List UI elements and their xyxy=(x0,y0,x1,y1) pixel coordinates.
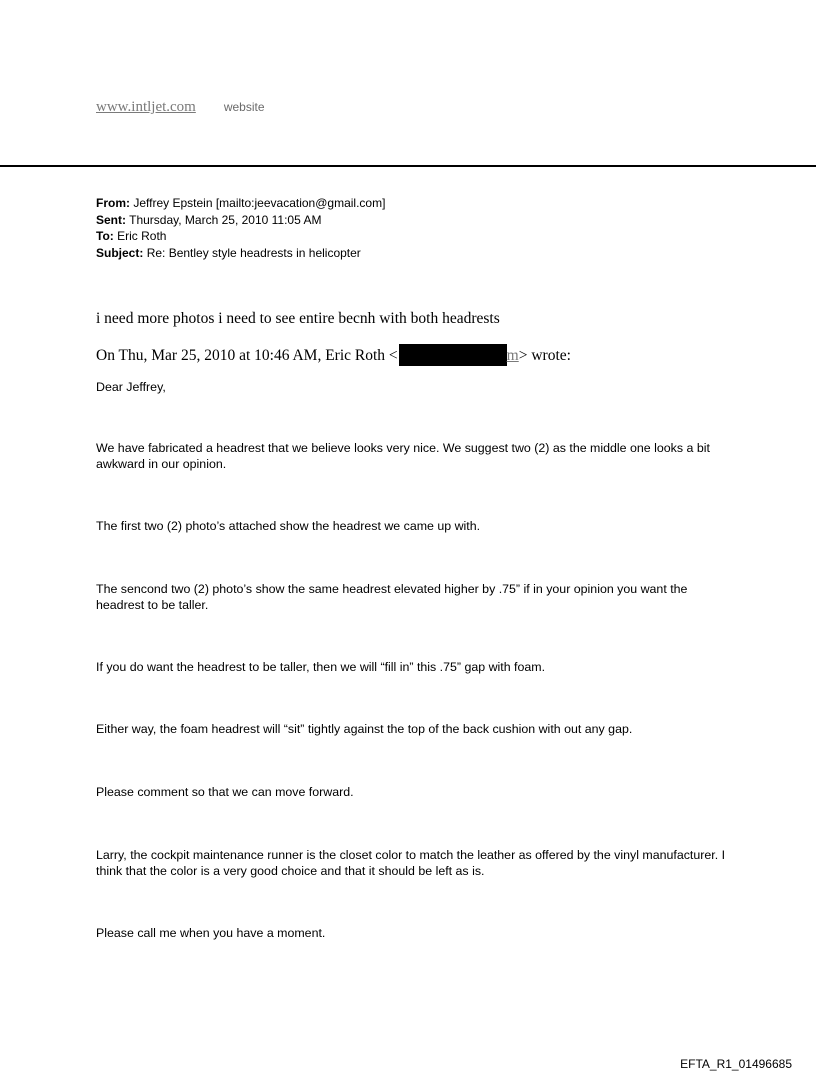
quoted-paragraph: Please comment so that we can move forward. xyxy=(96,785,354,799)
quoted-paragraph: Either way, the foam headrest will “sit” tightly against the top of the back cushion with out any gap. xyxy=(96,722,633,736)
quoted-paragraph: The sencond two (2) photo’s show the same headrest elevated higher by .75” if in your opinion you want the headrest to be taller. xyxy=(96,582,688,612)
quote-prefix: On Thu, Mar 25, 2010 at 10:46 AM, Eric Roth < xyxy=(96,347,398,364)
website-label: website xyxy=(223,100,265,114)
quoted-paragraph: If you do want the headrest to be taller, then we will “fill in” this .75” gap with foam. xyxy=(96,660,546,674)
website-link[interactable]: www.intljet.com xyxy=(96,99,196,115)
header-divider xyxy=(0,165,816,167)
from-label: From: xyxy=(96,196,130,210)
to-label: To: xyxy=(96,229,114,243)
subject-label: Subject: xyxy=(96,245,144,260)
from-line xyxy=(96,195,385,212)
quoted-paragraph: Dear Jeffrey, xyxy=(96,380,166,394)
sent-value: Thursday, March 25, 2010 11:05 AM xyxy=(129,212,322,227)
to-line xyxy=(96,228,385,245)
quote-attribution xyxy=(96,344,571,366)
quoted-paragraph: We have fabricated a headrest that we believe looks very nice. We suggest two (2) as the middle one looks a bit awkward in our opinion. xyxy=(96,441,710,471)
redaction-box xyxy=(399,344,507,366)
reply-body: i need more photos i need to see entire becnh with both headrests xyxy=(96,310,500,327)
from-value: Jeffrey Epstein [mailto:jeevacation@gmail.com] xyxy=(133,196,386,210)
to-value: Eric Roth xyxy=(117,229,167,243)
quote-suffix: > wrote: xyxy=(518,347,571,364)
quoted-paragraph: Larry, the cockpit maintenance runner is the closet color to match the leather as offered by the vinyl manufacturer. I think that the color is a very good choice and that it should be left as is. xyxy=(96,848,726,878)
website-link-row xyxy=(96,98,265,116)
sent-label: Sent: xyxy=(96,212,126,227)
subject-value: Re: Bentley style headrests in helicopter xyxy=(146,245,361,260)
subject-line xyxy=(96,245,385,262)
quoted-paragraph: The first two (2) photo’s attached show the headrest we came up with. xyxy=(96,519,481,533)
document-id: EFTA_R1_01496685 xyxy=(680,1057,792,1071)
sent-line xyxy=(96,212,385,229)
quoted-paragraph: Please call me when you have a moment. xyxy=(96,926,326,940)
email-link-tail[interactable]: m xyxy=(506,347,519,364)
email-header xyxy=(96,195,385,261)
